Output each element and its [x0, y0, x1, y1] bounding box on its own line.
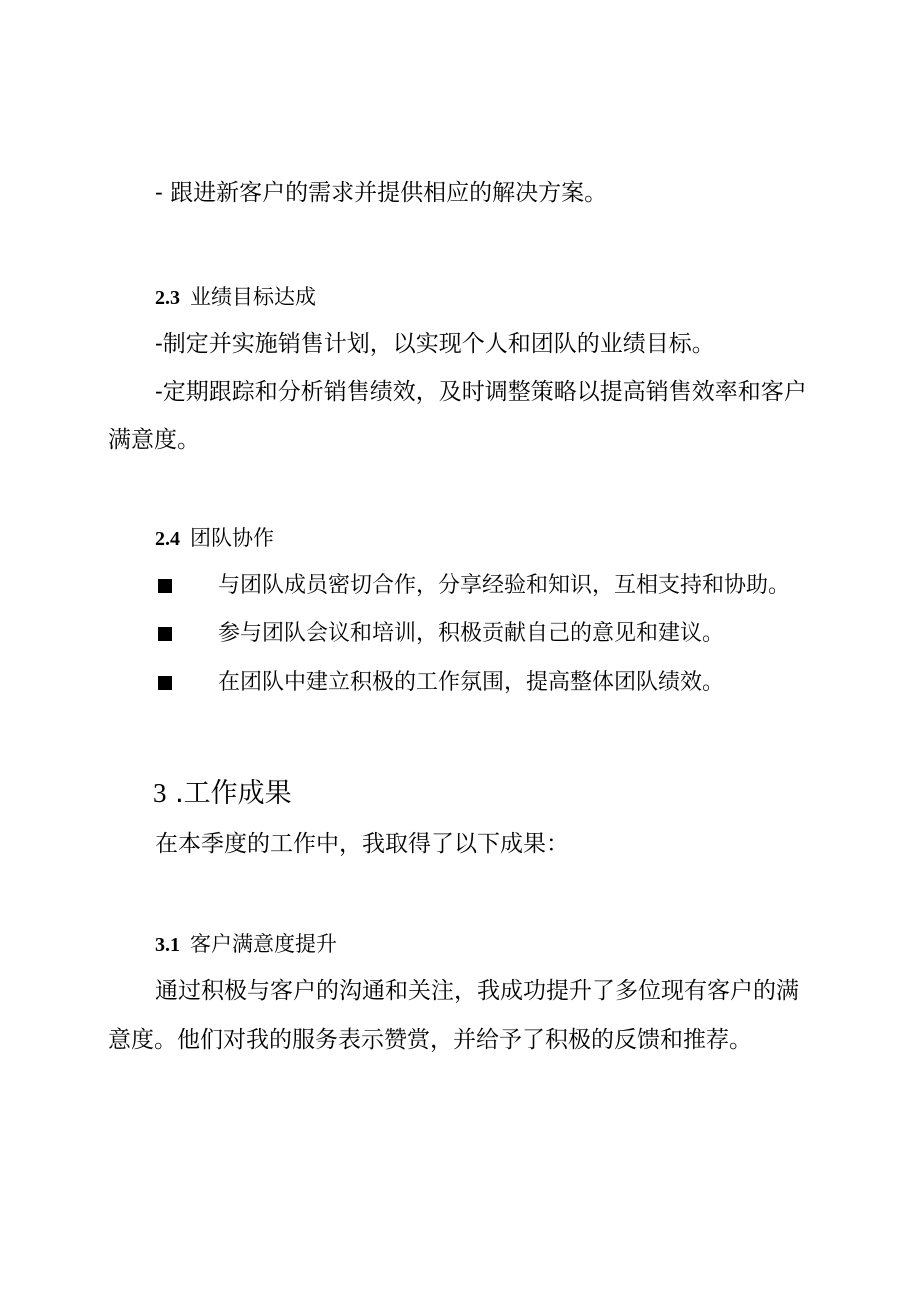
section-number: 2.3	[155, 287, 180, 309]
section-number: 3.1	[155, 934, 180, 956]
list-item-continuation: 满意度。	[108, 427, 200, 453]
paragraph-line: 意度。他们对我的服务表示赞赏，并给予了积极的反馈和推荐。	[108, 1027, 752, 1053]
task-item-new-client-followup: - 跟进新客户的需求并提供相应的解决方案。	[155, 180, 608, 206]
section-title: 团队协作	[190, 526, 274, 550]
section-title: 客户满意度提升	[190, 932, 337, 956]
list-item: -定期跟踪和分析销售绩效，及时调整策略以提高销售效率和客户	[155, 379, 807, 405]
bullet-square-icon	[158, 676, 172, 690]
section-title: .工作成果	[175, 778, 292, 809]
section-intro: 在本季度的工作中，我取得了以下成果：	[155, 831, 569, 857]
bullet-square-icon	[158, 627, 172, 641]
section-heading-3-1	[155, 929, 337, 960]
paragraph-line: 通过积极与客户的沟通和关注，我成功提升了多位现有客户的满	[155, 978, 799, 1004]
section-title: 业绩目标达成	[190, 285, 316, 309]
section-heading-3	[153, 775, 292, 812]
bullet-square-icon	[158, 579, 172, 593]
bullet-item: 参与团队会议和培训，积极贡献自己的意见和建议。	[218, 621, 725, 646]
section-heading-2-4	[155, 523, 274, 554]
section-number: 2.4	[155, 528, 180, 550]
section-number: 3	[153, 778, 167, 808]
list-item: -制定并实施销售计划，以实现个人和团队的业绩目标。	[155, 331, 715, 357]
section-heading-2-3	[155, 282, 316, 313]
bullet-item: 在团队中建立积极的工作氛围，提高整体团队绩效。	[218, 670, 725, 695]
bullet-item: 与团队成员密切合作，分享经验和知识，互相支持和协助。	[218, 573, 791, 598]
